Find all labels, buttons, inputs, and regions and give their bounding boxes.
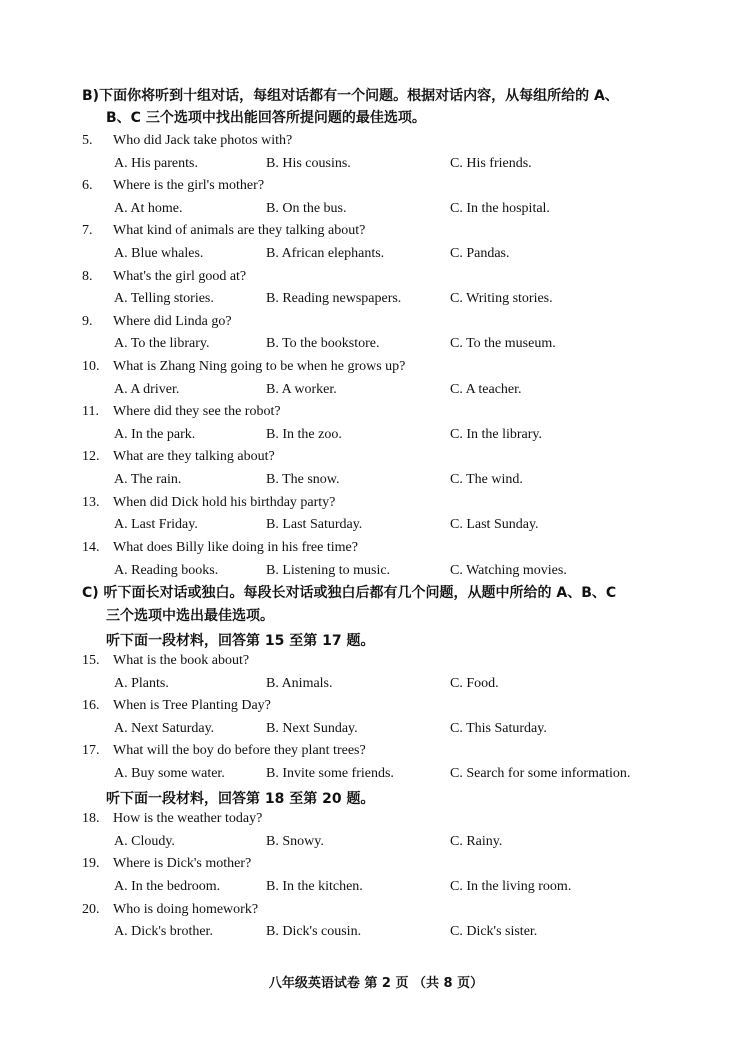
section-c-instruction-line2: 三个选项中选出最佳选项。 xyxy=(106,608,274,624)
option-a: A. At home. xyxy=(114,201,183,216)
question-9 xyxy=(82,314,232,330)
option-c: C. To the museum. xyxy=(450,336,556,351)
question-number: 5. xyxy=(82,133,93,148)
section-c-instruction-line1: C) 听下面长对话或独白。每段长对话或独白后都有几个问题，从题中所给的 A、B、C xyxy=(82,585,617,601)
question-number: 16. xyxy=(82,698,100,713)
question-number: 15. xyxy=(82,653,100,668)
option-c: C. In the hospital. xyxy=(450,201,550,216)
question-number: 10. xyxy=(82,359,100,374)
page-footer: 八年级英语试卷 第 2 页 （共 8 页） xyxy=(268,976,484,991)
option-c: C. A teacher. xyxy=(450,382,522,397)
option-b: B. In the zoo. xyxy=(266,427,342,442)
question-number: 6. xyxy=(82,178,93,193)
question-text: What does Billy like doing in his free time? xyxy=(113,540,358,555)
option-a: A. In the bedroom. xyxy=(114,879,221,894)
option-b: B. African elephants. xyxy=(266,246,385,261)
question-14 xyxy=(82,540,358,556)
option-c: C. The wind. xyxy=(450,472,523,487)
question-text: How is the weather today? xyxy=(113,811,263,826)
option-b: B. To the bookstore. xyxy=(266,336,380,351)
option-b: B. Dick's cousin. xyxy=(266,924,362,939)
question-6 xyxy=(82,178,264,194)
option-a: A. The rain. xyxy=(114,472,182,487)
question-number: 12. xyxy=(82,449,100,464)
option-c: C. Rainy. xyxy=(450,834,503,849)
section-b-instruction-line2: B、C 三个选项中找出能回答所提问题的最佳选项。 xyxy=(106,110,426,126)
question-5 xyxy=(82,133,292,149)
option-a: A. Next Saturday. xyxy=(114,721,215,736)
question-text: When did Dick hold his birthday party? xyxy=(113,495,336,510)
option-c: C. Dick's sister. xyxy=(450,924,538,939)
question-19 xyxy=(82,856,251,872)
option-c: C. Last Sunday. xyxy=(450,517,539,532)
question-16 xyxy=(82,698,271,714)
question-text: Where did they see the robot? xyxy=(113,404,281,419)
question-7 xyxy=(82,223,365,239)
option-c: C. His friends. xyxy=(450,156,532,171)
option-c: C. Food. xyxy=(450,676,499,691)
option-b: B. Last Saturday. xyxy=(266,517,363,532)
question-15 xyxy=(82,653,249,669)
option-a: A. A driver. xyxy=(114,382,180,397)
option-c: C. Watching movies. xyxy=(450,563,567,578)
option-b: B. His cousins. xyxy=(266,156,351,171)
question-number: 9. xyxy=(82,314,93,329)
question-text: What is the book about? xyxy=(113,653,250,668)
question-8 xyxy=(82,269,246,285)
question-17 xyxy=(82,743,366,759)
option-a: A. To the library. xyxy=(114,336,210,351)
option-b: B. Invite some friends. xyxy=(266,766,394,781)
question-text: Who did Jack take photos with? xyxy=(113,133,293,148)
question-number: 8. xyxy=(82,269,93,284)
option-b: B. A worker. xyxy=(266,382,337,397)
option-b: B. Next Sunday. xyxy=(266,721,358,736)
question-11 xyxy=(82,404,281,420)
option-a: A. His parents. xyxy=(114,156,198,171)
question-text: Where did Linda go? xyxy=(113,314,232,329)
option-c: C. In the library. xyxy=(450,427,543,442)
question-number: 13. xyxy=(82,495,100,510)
option-b: B. In the kitchen. xyxy=(266,879,363,894)
option-a: A. Last Friday. xyxy=(114,517,198,532)
question-number: 17. xyxy=(82,743,100,758)
question-12 xyxy=(82,449,275,465)
option-b: B. Animals. xyxy=(266,676,333,691)
question-20 xyxy=(82,902,258,918)
question-text: What's the girl good at? xyxy=(113,269,247,284)
question-number: 14. xyxy=(82,540,100,555)
option-a: A. Telling stories. xyxy=(114,291,214,306)
option-a: A. In the park. xyxy=(114,427,196,442)
question-text: What kind of animals are they talking about? xyxy=(113,223,366,238)
option-c: C. This Saturday. xyxy=(450,721,547,736)
question-text: When is Tree Planting Day? xyxy=(113,698,271,713)
option-a: A. Reading books. xyxy=(114,563,219,578)
question-number: 19. xyxy=(82,856,100,871)
question-13 xyxy=(82,495,335,511)
option-c: C. Search for some information. xyxy=(450,766,631,781)
question-number: 20. xyxy=(82,902,100,917)
question-text: What is Zhang Ning going to be when he grows up? xyxy=(113,359,406,374)
option-b: B. Listening to music. xyxy=(266,563,391,578)
question-number: 7. xyxy=(82,223,93,238)
option-a: A. Blue whales. xyxy=(114,246,204,261)
option-c: C. Pandas. xyxy=(450,246,510,261)
question-number: 18. xyxy=(82,811,100,826)
option-c: C. In the living room. xyxy=(450,879,572,894)
option-a: A. Plants. xyxy=(114,676,169,691)
question-text: Who is doing homework? xyxy=(113,902,259,917)
subheading-15-17: 听下面一段材料，回答第 15 至第 17 题。 xyxy=(106,633,375,649)
question-text: Where is the girl's mother? xyxy=(113,178,265,193)
section-b-instruction-line1: B)下面你将听到十组对话，每组对话都有一个问题。根据对话内容，从每组所给的 A、 xyxy=(82,88,619,104)
option-a: A. Cloudy. xyxy=(114,834,175,849)
question-10 xyxy=(82,359,405,375)
option-b: B. Snowy. xyxy=(266,834,324,849)
option-c: C. Writing stories. xyxy=(450,291,553,306)
question-number: 11. xyxy=(82,404,99,419)
question-18 xyxy=(82,811,262,827)
option-b: B. On the bus. xyxy=(266,201,347,216)
question-text: What are they talking about? xyxy=(113,449,275,464)
question-text: What will the boy do before they plant trees? xyxy=(113,743,366,758)
option-b: B. The snow. xyxy=(266,472,340,487)
subheading-18-20: 听下面一段材料，回答第 18 至第 20 题。 xyxy=(106,791,375,807)
option-a: A. Dick's brother. xyxy=(114,924,213,939)
option-b: B. Reading newspapers. xyxy=(266,291,402,306)
option-a: A. Buy some water. xyxy=(114,766,225,781)
question-text: Where is Dick's mother? xyxy=(113,856,252,871)
